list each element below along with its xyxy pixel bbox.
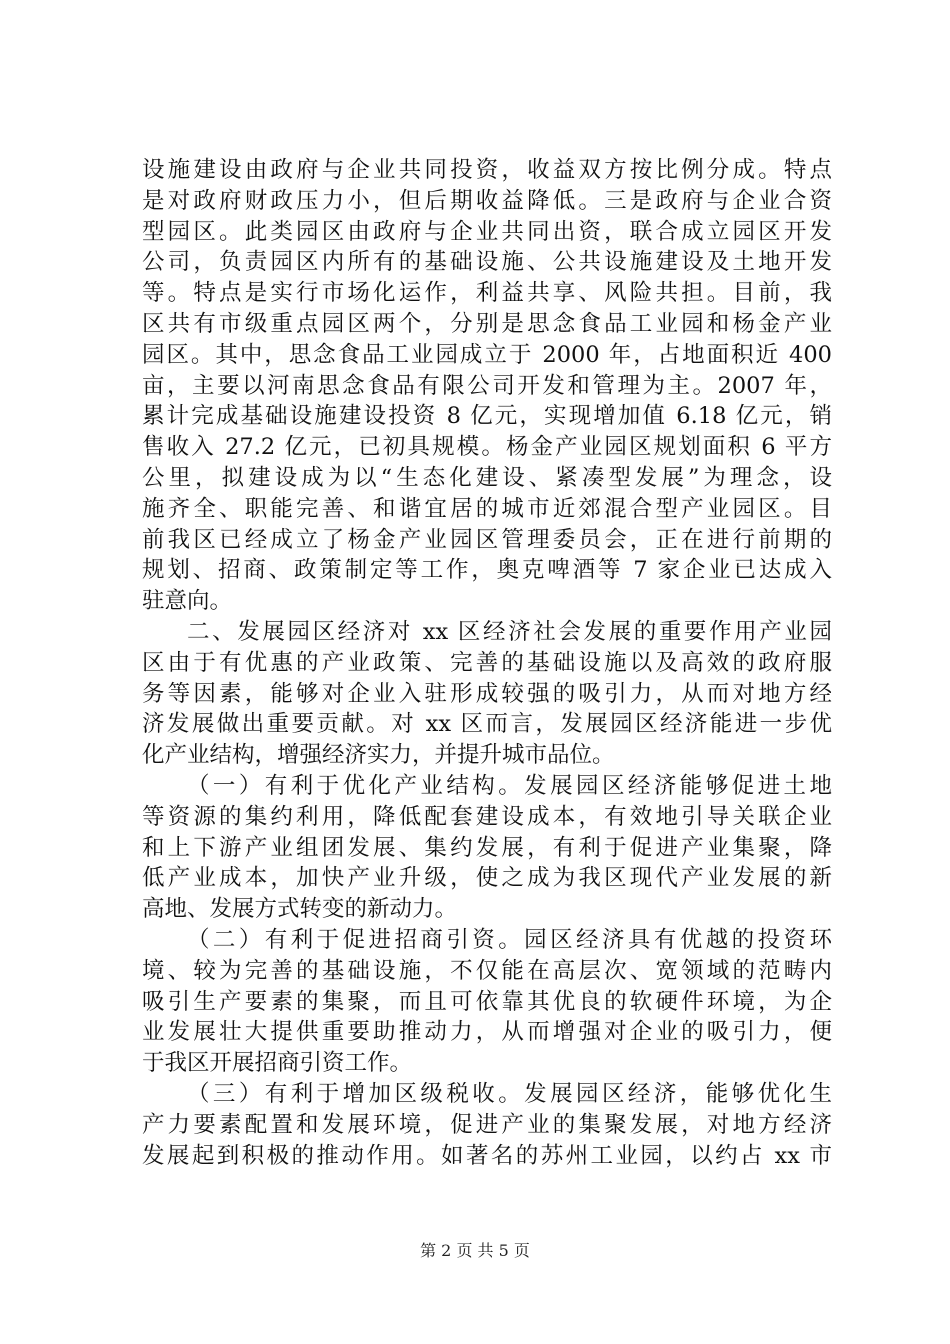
- paragraph-line: 发展起到积极的推动作用。如著名的苏州工业园，以约占 xx 市: [142, 1142, 832, 1169]
- paragraph-line: 区共有市级重点园区两个，分别是思念食品工业园和杨金产业: [142, 310, 832, 337]
- paragraph-line: 驻意向。: [142, 588, 233, 615]
- paragraph-line: 前我区已经成立了杨金产业园区管理委员会，正在进行前期的: [142, 526, 832, 553]
- paragraph-line: 于我区开展招商引资工作。: [142, 1050, 413, 1077]
- paragraph-line: 高地、发展方式转变的新动力。: [142, 896, 458, 923]
- paragraph-line: 是对政府财政压力小，但后期收益降低。三是政府与企业合资: [142, 187, 832, 214]
- paragraph-line: 型园区。此类园区由政府与企业共同出资，联合成立园区开发: [142, 218, 832, 245]
- paragraph-line: 园区。其中，思念食品工业园成立于 2000 年，占地面积近 400: [142, 341, 832, 368]
- paragraph-line: 业发展壮大提供重要助推动力，从而增强对企业的吸引力，便: [142, 1019, 832, 1046]
- paragraph-line: 售收入 27.2 亿元，已初具规模。杨金产业园区规划面积 6 平方: [142, 434, 832, 461]
- page-number-footer: 第 2 页 共 5 页: [420, 1241, 530, 1260]
- paragraph-line: 区由于有优惠的产业政策、完善的基础设施以及高效的政府服: [142, 649, 832, 676]
- body-text: [142, 155, 832, 1171]
- paragraph-line: 亩，主要以河南思念食品有限公司开发和管理为主。2007 年，: [142, 372, 832, 399]
- paragraph-first-line: 二、发展园区经济对 xx 区经济社会发展的重要作用产业园: [187, 618, 832, 645]
- paragraph-line: 规划、招商、政策制定等工作，奥克啤酒等 7 家企业已达成入: [142, 557, 832, 584]
- paragraph-line: 吸引生产要素的集聚，而且可依靠其优良的软硬件环境，为企: [142, 988, 832, 1015]
- paragraph-first-line: （三）有利于增加区级税收。发展园区经济，能够优化生: [187, 1080, 832, 1107]
- paragraph-line: 施齐全、职能完善、和谐宜居的城市近郊混合型产业园区。目: [142, 495, 832, 522]
- paragraph-line: 公司，负责园区内所有的基础设施、公共设施建设及土地开发: [142, 249, 832, 276]
- paragraph-line: 境、较为完善的基础设施，不仅能在高层次、宽领域的范畴内: [142, 957, 832, 984]
- paragraph-line: 务等因素，能够对企业入驻形成较强的吸引力，从而对地方经: [142, 680, 832, 707]
- paragraph-line: 低产业成本，加快产业升级，使之成为我区现代产业发展的新: [142, 865, 832, 892]
- paragraph-first-line: （二）有利于促进招商引资。园区经济具有优越的投资环: [187, 926, 832, 953]
- paragraph-line: 累计完成基础设施建设投资 8 亿元，实现增加值 6.18 亿元，销: [142, 403, 832, 430]
- paragraph-line: 产力要素配置和发展环境，促进产业的集聚发展，对地方经济: [142, 1111, 832, 1138]
- paragraph-line: 设施建设由政府与企业共同投资，收益双方按比例分成。特点: [142, 157, 832, 183]
- paragraph-line: 等资源的集约利用，降低配套建设成本，有效地引导关联企业: [142, 803, 832, 830]
- paragraph-line: 和上下游产业组团发展、集约发展，有利于促进产业集聚，降: [142, 834, 832, 861]
- paragraph-line: 化产业结构，增强经济实力，并提升城市品位。: [142, 742, 615, 769]
- paragraph-first-line: （一）有利于优化产业结构。发展园区经济能够促进土地: [187, 772, 832, 799]
- paragraph-line: 济发展做出重要贡献。对 xx 区而言，发展园区经济能进一步优: [142, 711, 832, 738]
- paragraph-line: 等。特点是实行市场化运作，利益共享、风险共担。目前，我: [142, 280, 832, 307]
- paragraph-line: 公里，拟建设成为以“生态化建设、紧凑型发展”为理念，设: [142, 464, 832, 491]
